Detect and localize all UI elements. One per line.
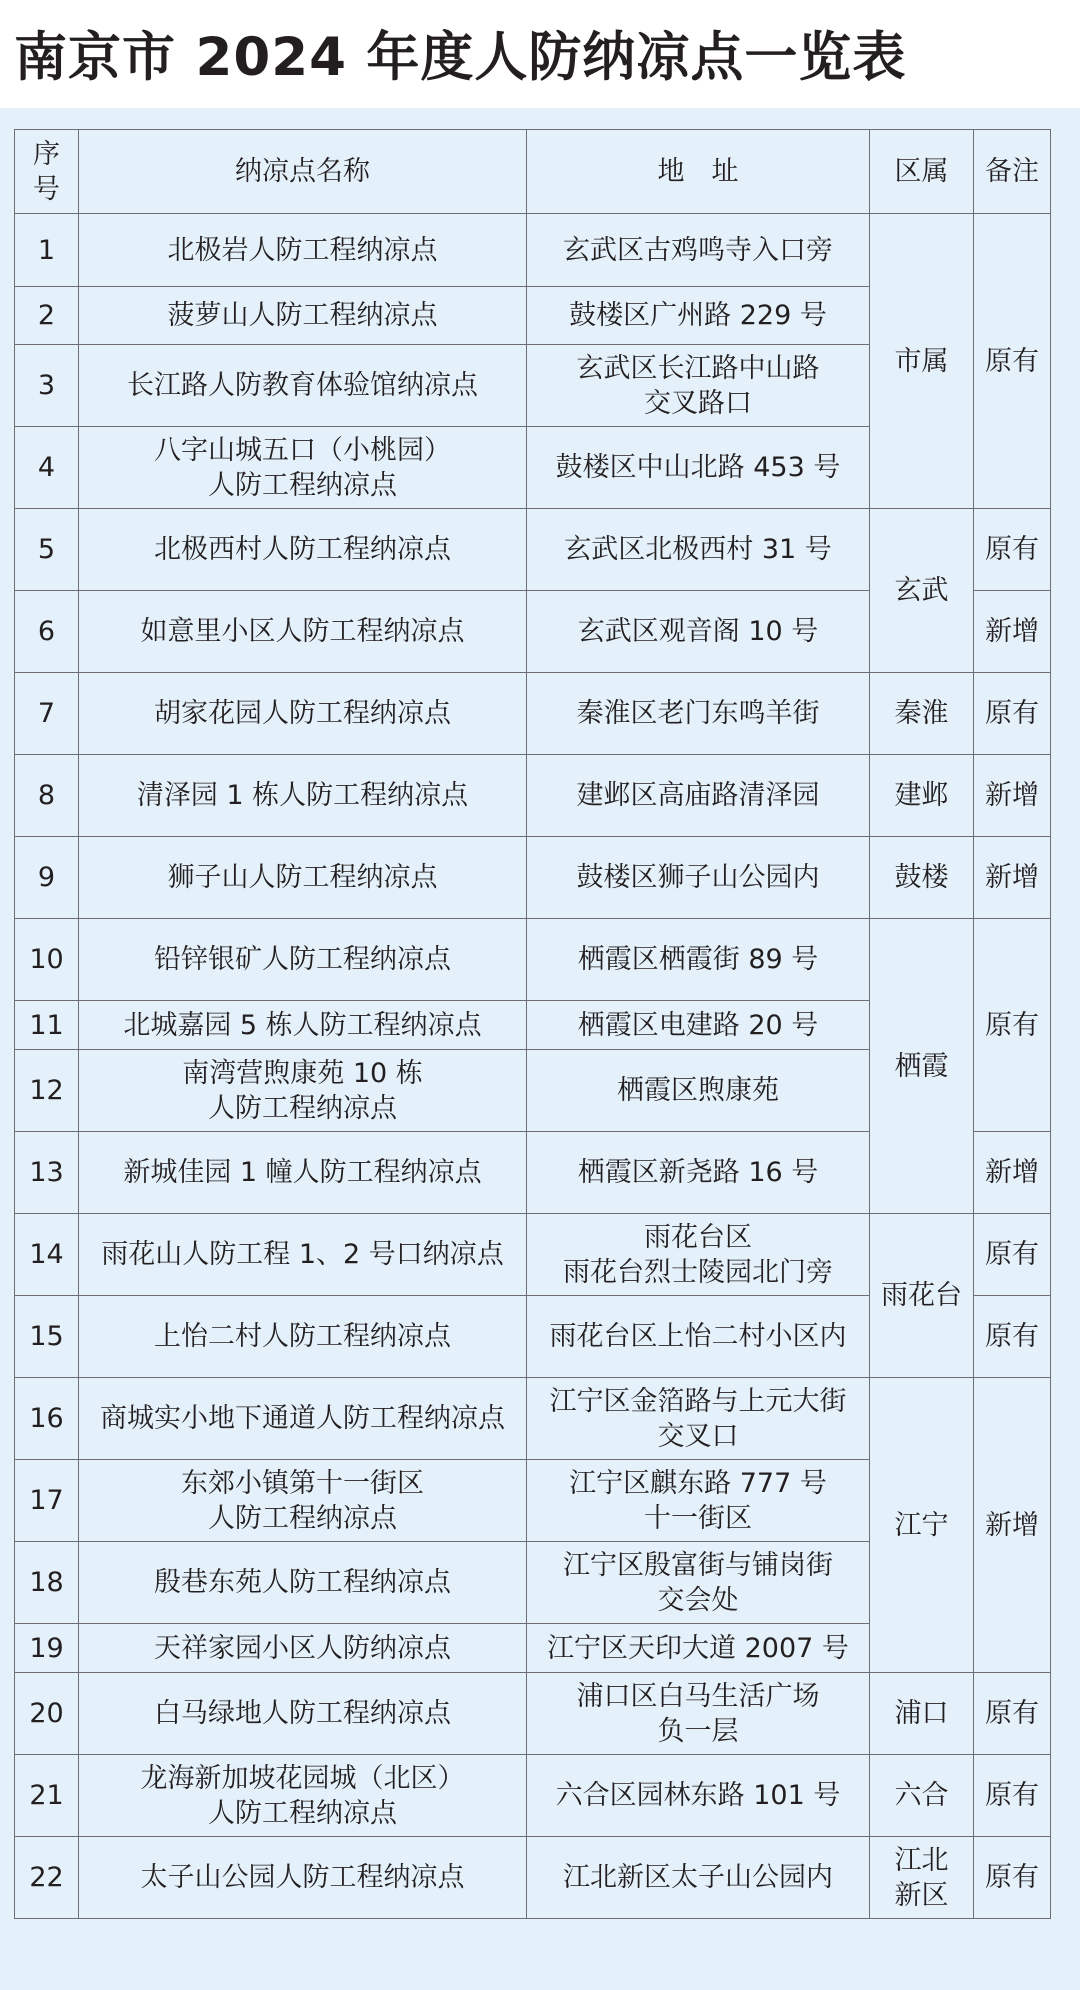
row-address: [527, 427, 870, 509]
row-name: [79, 1837, 527, 1919]
header-name: 纳凉点名称: [79, 130, 527, 214]
row-seq: 14: [15, 1214, 79, 1296]
row-name: [79, 214, 527, 287]
row-name: [79, 1132, 527, 1214]
row-address-line: 玄武区北极西村 31 号: [564, 534, 832, 565]
row-name: [79, 509, 527, 591]
row-district: [870, 755, 974, 837]
row-name-line: 狮子山人防工程纳凉点: [167, 862, 438, 893]
row-name: [79, 673, 527, 755]
row-address-line: 浦口区白马生活广场: [576, 1680, 820, 1712]
row-address-line: 栖霞区电建路 20 号: [577, 1009, 819, 1041]
row-name-line: 天祥家园小区人防纳凉点: [154, 1632, 451, 1664]
row-address: [527, 1837, 870, 1919]
row-note: 原有: [974, 919, 1051, 1132]
row-name-line: 商城实小地下通道人防工程纳凉点: [100, 1403, 505, 1434]
row-district: [870, 1755, 974, 1837]
row-name-line: 人防工程纳凉点: [208, 1502, 397, 1534]
row-note: 原有: [974, 214, 1051, 509]
row-seq: 20: [15, 1673, 79, 1755]
row-address-line: 鼓楼区狮子山公园内: [576, 862, 820, 893]
row-district: [870, 214, 974, 509]
row-name-line: 人防工程纳凉点: [208, 1092, 397, 1124]
row-seq: 11: [15, 1001, 79, 1050]
page-title: 南京市 2024 年度人防纳凉点一览表: [14, 27, 907, 88]
row-seq: 3: [15, 345, 79, 427]
row-address-line: 交叉口: [657, 1420, 739, 1452]
row-note: 新增: [974, 1378, 1051, 1673]
row-name: [79, 591, 527, 673]
row-address-line: 江宁区殷富街与铺岗街: [563, 1549, 833, 1581]
row-address-line: 栖霞区煦康苑: [617, 1075, 779, 1106]
row-district-line: 栖霞: [894, 1050, 949, 1082]
row-name-line: 新城佳园 1 幢人防工程纳凉点: [123, 1157, 482, 1188]
row-address: [527, 509, 870, 591]
row-name-line: 北极岩人防工程纳凉点: [167, 234, 438, 266]
row-note: 新增: [974, 591, 1051, 673]
row-name-line: 北城嘉园 5 栋人防工程纳凉点: [123, 1009, 482, 1041]
row-seq: 8: [15, 755, 79, 837]
table-header-row: [15, 130, 1051, 214]
header-note: 备注: [974, 130, 1051, 214]
row-note: 原有: [974, 1755, 1051, 1837]
row-address-line: 江宁区麒东路 777 号: [569, 1467, 827, 1499]
row-address: [527, 1378, 870, 1460]
row-address-line: 江北新区太子山公园内: [563, 1862, 833, 1893]
row-address-line: 雨花台烈士陵园北门旁: [563, 1256, 833, 1288]
row-district-line: 江北: [894, 1844, 949, 1876]
row-address: [527, 1296, 870, 1378]
row-address: [527, 591, 870, 673]
row-address: [527, 345, 870, 427]
row-name: [79, 1001, 527, 1050]
row-district-line: 鼓楼: [894, 862, 949, 893]
row-district: [870, 837, 974, 919]
row-name: [79, 1378, 527, 1460]
row-address: [527, 1673, 870, 1755]
row-seq: 4: [15, 427, 79, 509]
table-row: [15, 1378, 1051, 1460]
row-name: [79, 345, 527, 427]
row-name: [79, 1214, 527, 1296]
row-name: [79, 1460, 527, 1542]
row-note: 新增: [974, 837, 1051, 919]
row-address: [527, 1050, 870, 1132]
row-seq: 6: [15, 591, 79, 673]
row-name-line: 龙海新加坡花园城（北区）: [140, 1762, 465, 1794]
row-address-line: 栖霞区新尧路 16 号: [577, 1157, 819, 1188]
row-address: [527, 1001, 870, 1050]
row-name: [79, 1673, 527, 1755]
row-address: [527, 673, 870, 755]
row-seq: 10: [15, 919, 79, 1001]
row-name-line: 白马绿地人防工程纳凉点: [154, 1698, 451, 1729]
row-address: [527, 1624, 870, 1673]
row-address-line: 负一层: [657, 1715, 739, 1747]
table-row: [15, 919, 1051, 1001]
row-address-line: 六合区园林东路 101 号: [555, 1780, 841, 1811]
row-district: [870, 673, 974, 755]
row-district-line: 浦口: [894, 1698, 949, 1729]
row-name-line: 菠萝山人防工程纳凉点: [167, 300, 438, 331]
row-name-line: 殷巷东苑人防工程纳凉点: [154, 1567, 451, 1598]
row-seq: 2: [15, 287, 79, 345]
table-row: [15, 673, 1051, 755]
table-row: [15, 509, 1051, 591]
row-name-line: 雨花山人防工程 1、2 号口纳凉点: [101, 1239, 504, 1270]
table-row: [15, 837, 1051, 919]
row-seq: 17: [15, 1460, 79, 1542]
row-seq: 18: [15, 1542, 79, 1624]
table-row: [15, 1755, 1051, 1837]
row-district-line: 秦淮: [894, 698, 949, 729]
table-row: [15, 214, 1051, 287]
row-address: [527, 1542, 870, 1624]
row-name-line: 太子山公园人防工程纳凉点: [140, 1862, 465, 1893]
row-name: [79, 1050, 527, 1132]
row-name-line: 胡家花园人防工程纳凉点: [154, 698, 451, 729]
row-district-line: 玄武: [894, 575, 949, 606]
row-name-line: 清泽园 1 栋人防工程纳凉点: [136, 780, 469, 811]
row-address-line: 江宁区天印大道 2007 号: [547, 1632, 849, 1664]
row-seq: 13: [15, 1132, 79, 1214]
table-row: [15, 1214, 1051, 1296]
row-address: [527, 837, 870, 919]
row-seq: 22: [15, 1837, 79, 1919]
table-row: [15, 1673, 1051, 1755]
cooling-points-table: [14, 129, 1051, 1919]
row-name: [79, 755, 527, 837]
row-address-line: 秦淮区老门东鸣羊街: [576, 698, 820, 729]
row-address-line: 雨花台区上怡二村小区内: [549, 1321, 847, 1352]
row-address-line: 鼓楼区中山北路 453 号: [555, 452, 841, 483]
row-address-line: 十一街区: [644, 1502, 752, 1534]
row-address-line: 鼓楼区广州路 229 号: [569, 300, 827, 331]
header-address: 地 址: [527, 130, 870, 214]
row-name-line: 北极西村人防工程纳凉点: [154, 534, 451, 565]
row-name-line: 南湾营煦康苑 10 栋: [182, 1057, 423, 1089]
header-seq-line: 号: [33, 173, 60, 205]
row-note: 原有: [974, 1214, 1051, 1296]
row-seq: 15: [15, 1296, 79, 1378]
row-district: [870, 1837, 974, 1919]
row-name-line: 人防工程纳凉点: [208, 469, 397, 501]
table-body: [15, 214, 1051, 1919]
row-address: [527, 1214, 870, 1296]
row-address: [527, 1460, 870, 1542]
row-seq: 1: [15, 214, 79, 287]
row-name: [79, 427, 527, 509]
row-district-line: 建邺: [894, 780, 949, 811]
row-district-line: 江宁: [894, 1509, 949, 1541]
header-district: 区属: [870, 130, 974, 214]
row-note: 新增: [974, 755, 1051, 837]
row-name-line: 东郊小镇第十一街区: [181, 1467, 424, 1499]
row-seq: 16: [15, 1378, 79, 1460]
table-row: [15, 755, 1051, 837]
row-name: [79, 837, 527, 919]
row-name-line: 如意里小区人防工程纳凉点: [140, 616, 465, 647]
row-address-line: 江宁区金箔路与上元大街: [549, 1385, 847, 1417]
row-district: [870, 1673, 974, 1755]
row-address-line: 玄武区观音阁 10 号: [577, 616, 819, 647]
row-district-line: 新区: [894, 1879, 949, 1911]
row-name: [79, 919, 527, 1001]
row-address-line: 栖霞区栖霞街 89 号: [577, 944, 819, 975]
header-seq: [15, 130, 79, 214]
row-address: [527, 919, 870, 1001]
row-district-line: 市属: [894, 345, 949, 377]
row-address: [527, 1132, 870, 1214]
row-seq: 19: [15, 1624, 79, 1673]
header-seq-line: 序: [33, 138, 60, 170]
row-name: [79, 287, 527, 345]
row-address-line: 建邺区高庙路清泽园: [576, 780, 820, 811]
row-name: [79, 1755, 527, 1837]
row-note: 新增: [974, 1132, 1051, 1214]
row-address: [527, 1755, 870, 1837]
row-district: [870, 509, 974, 673]
row-name: [79, 1542, 527, 1624]
row-address: [527, 214, 870, 287]
row-name-line: 长江路人防教育体验馆纳凉点: [127, 370, 478, 401]
row-name-line: 人防工程纳凉点: [208, 1797, 397, 1829]
row-note: 原有: [974, 1296, 1051, 1378]
row-address-line: 交会处: [657, 1584, 739, 1616]
row-name-line: 铅锌银矿人防工程纳凉点: [154, 944, 451, 975]
table-row: [15, 1837, 1051, 1919]
row-address: [527, 287, 870, 345]
row-name-line: 上怡二村人防工程纳凉点: [154, 1321, 451, 1352]
row-name-line: 八字山城五口（小桃园）: [154, 434, 451, 466]
row-district: [870, 1214, 974, 1378]
row-note: 原有: [974, 509, 1051, 591]
row-address-line: 玄武区古鸡鸣寺入口旁: [563, 234, 833, 266]
row-seq: 12: [15, 1050, 79, 1132]
row-seq: 5: [15, 509, 79, 591]
row-seq: 21: [15, 1755, 79, 1837]
row-district-line: 六合: [894, 1780, 949, 1811]
row-note: 原有: [974, 1837, 1051, 1919]
row-address-line: 玄武区长江路中山路: [576, 352, 820, 384]
row-district-line: 雨花台: [881, 1280, 962, 1311]
row-seq: 9: [15, 837, 79, 919]
row-name: [79, 1624, 527, 1673]
row-note: 原有: [974, 673, 1051, 755]
row-district: [870, 1378, 974, 1673]
row-address-line: 交叉路口: [644, 387, 752, 419]
row-address-line: 雨花台区: [644, 1221, 752, 1253]
row-name: [79, 1296, 527, 1378]
row-note: 原有: [974, 1673, 1051, 1755]
row-district: [870, 919, 974, 1214]
row-seq: 7: [15, 673, 79, 755]
row-address: [527, 755, 870, 837]
